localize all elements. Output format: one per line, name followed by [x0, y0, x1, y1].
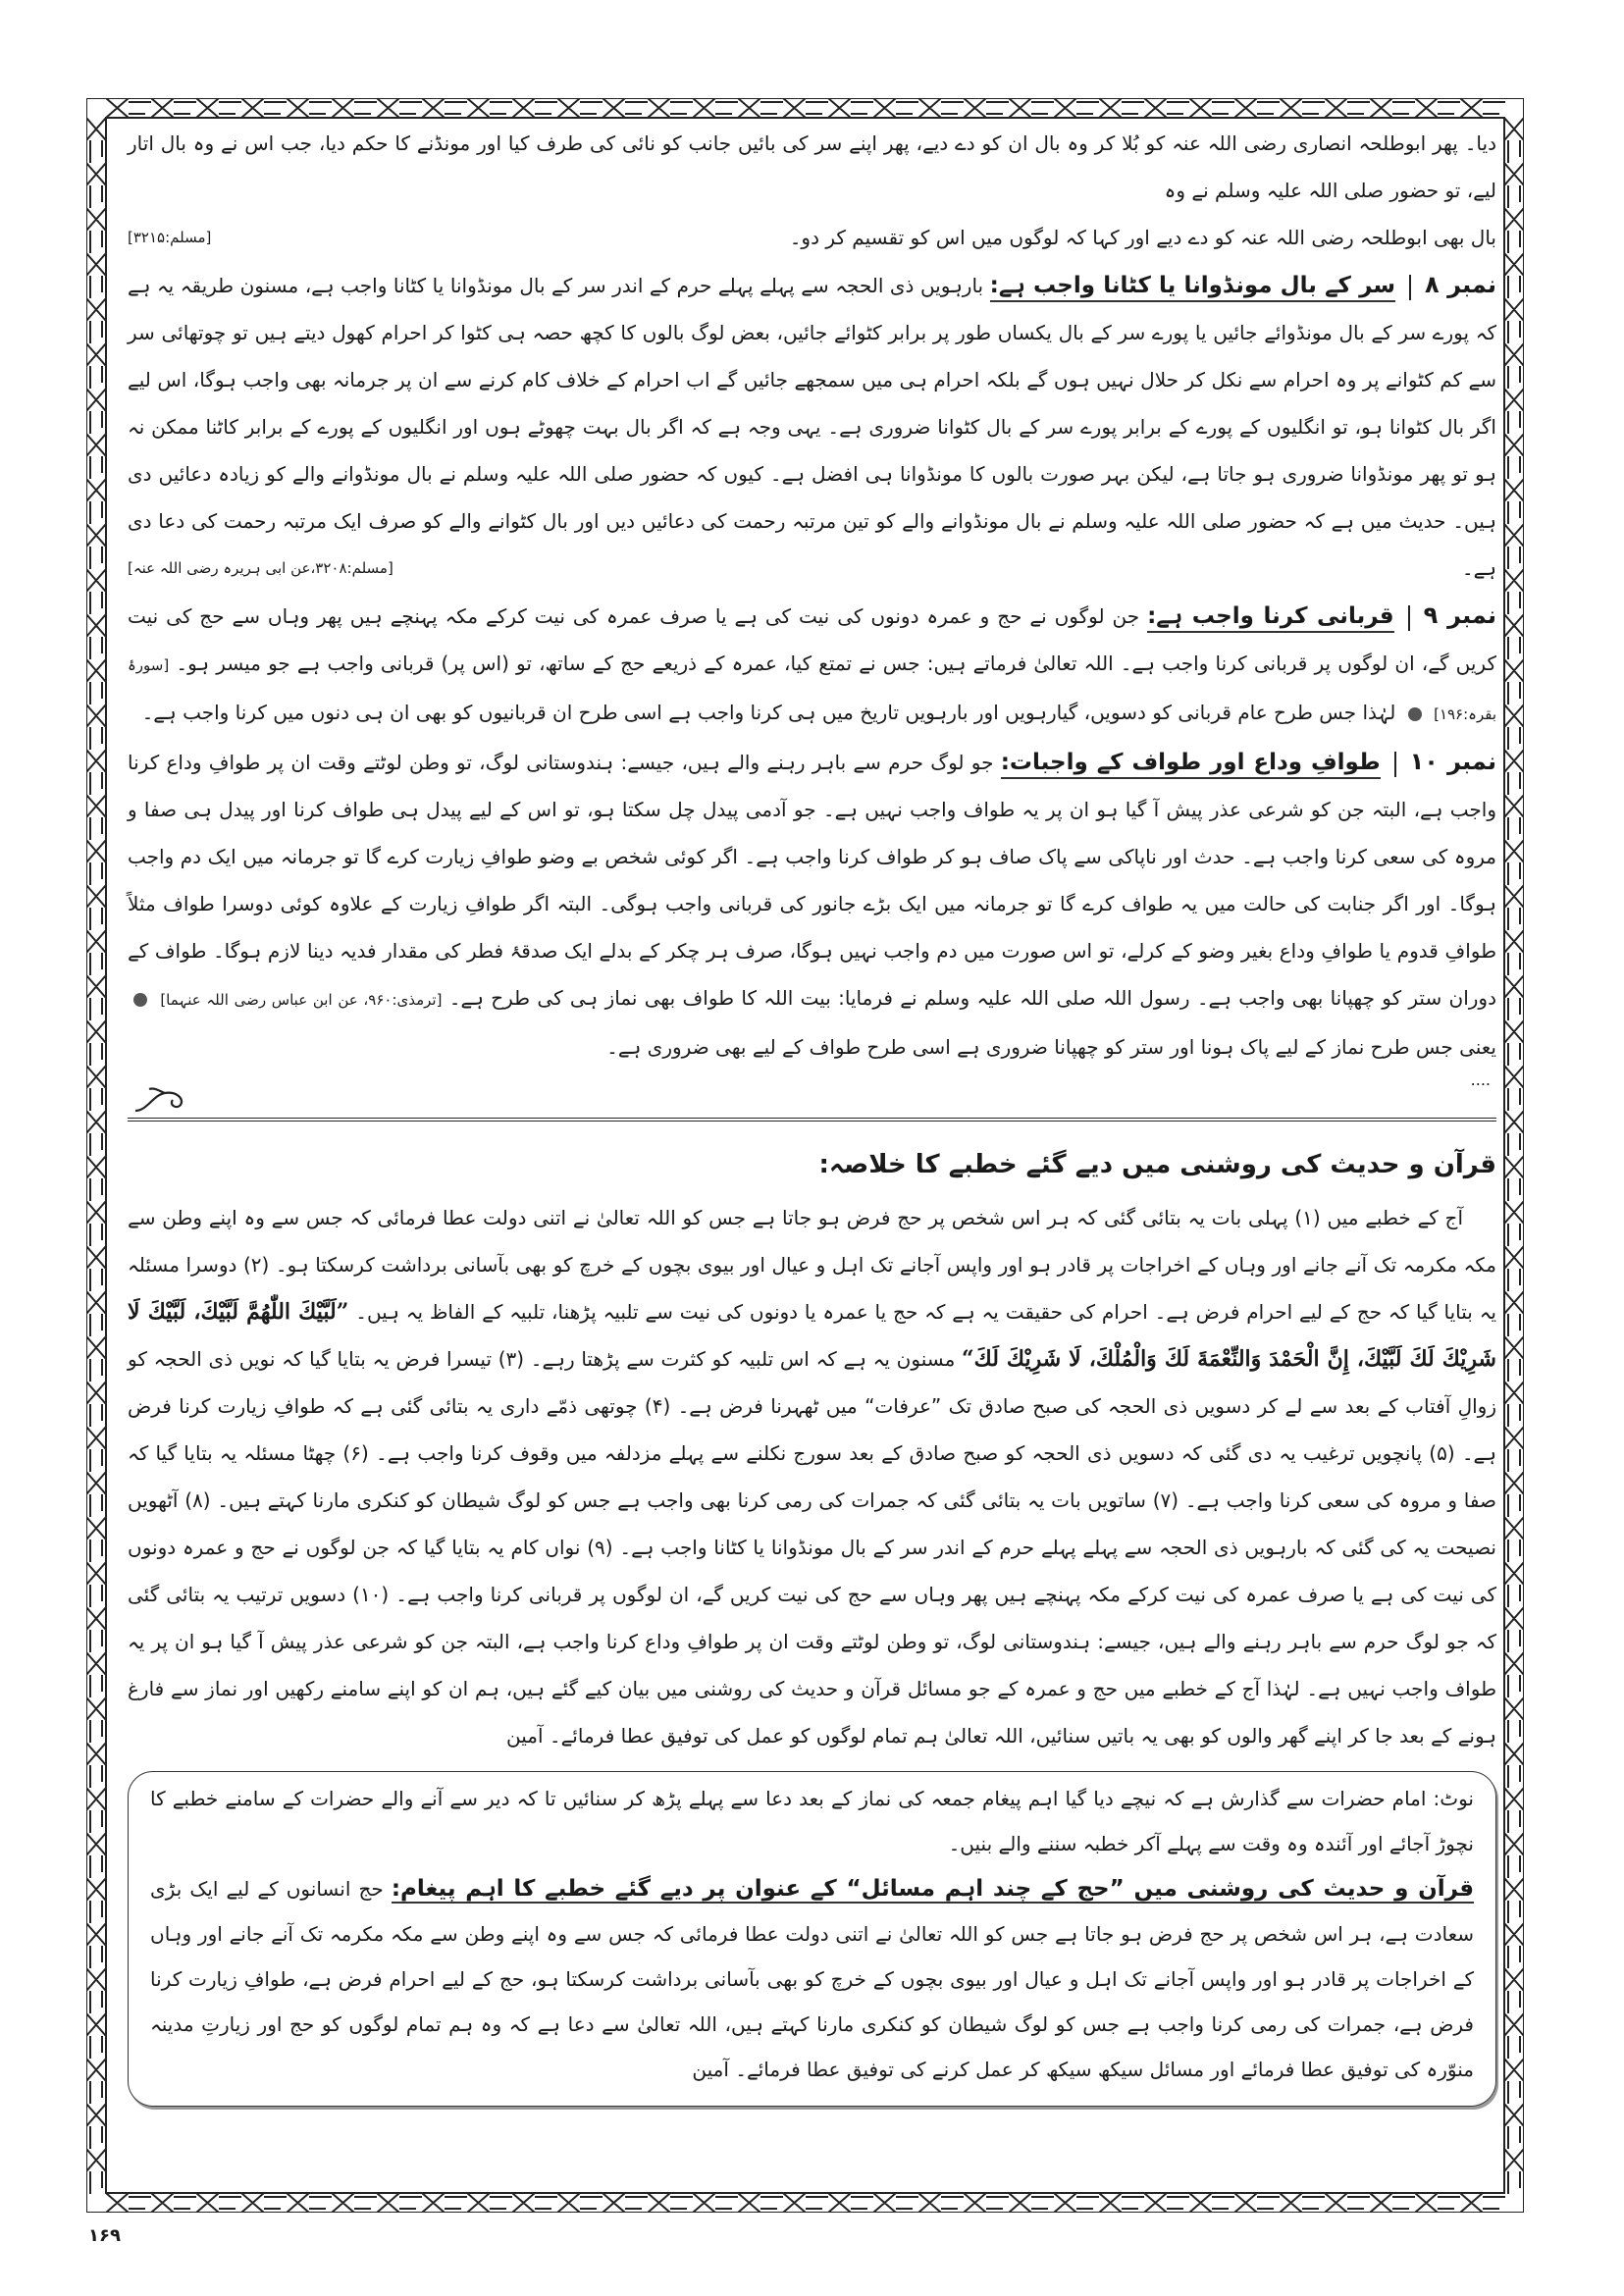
- important-message-box: [128, 1771, 1496, 2107]
- page-number: ۱۶۹: [88, 2225, 121, 2246]
- section-body: جو لوگ حرم سے باہر رہنے والے ہیں، جیسے: ہندوستانی لوگ، تو وطن لوٹتے وقت ان پر طوافِ وداع کرنا واجب ہے، البتہ جن کو شرعی عذر پیش آ گیا ہو ان پر یہ طواف واجب نہیں ہے۔ جو آدمی پیدل چل سکتا ہو، تو اس کے لیے پیدل ہی طواف کرنا اور پیدل ہی صفا و مروہ کی سعی کرنا واجب ہے۔ حدث اور ناپاکی سے پاک صاف ہو کر طواف کرنا واجب ہے۔ اگر کوئی شخص بے وضو طوافِ زیارت کرے گا تو جرمانہ میں ایک دم واجب ہوگا۔ اور اگر جنابت کی حالت میں یہ طواف کرے گا تو جرمانہ میں ایک بڑے جانور کی قربانی واجب ہوگی۔ البتہ اگر طوافِ زیارت کے علاوہ کوئی دوسرا طواف مثلاً طوافِ قدوم یا طوافِ وداع بغیر وضو کے کرلے، تو اس صورت میں دم واجب نہیں ہوگا، صرف ہر چکر کے بدلے ایک صدقۂ فطر کی مقدار فدیہ دینا لازم ہوگا۔ طواف کے دوران ستر کو چھپانا بھی واجب ہے۔ رسول اللہ صلی اللہ علیہ وسلم نے فرمایا: بیت اللہ کا طواف بھی نماز ہی کی طرح ہے۔: [128, 751, 1496, 1010]
- message-paragraph: [150, 1866, 1474, 2092]
- imam-note: نوٹ: امام حضرات سے گذارش ہے کہ نیچے دیا گیا اہم پیغام جمعہ کی نماز کے بعد دعا سے پہلے پڑھ کر سنائیں تا کہ دیر سے آنے والے حضرات کے سامنے خطبے کا نچوڑ آجائے اور آئندہ وہ وقت سے پہلے آکر خطبہ سننے والے بنیں۔: [150, 1787, 1474, 1855]
- section-8: [128, 261, 1496, 592]
- talbiyah-text: ”لَبَّيْكَ اللّٰهُمَّ لَبَّيْكَ، لَبَّيْكَ لَا شَرِيْكَ لَكَ لَبَّيْكَ، إِنَّ الْحَمْدَ وَالنِّعْمَةَ لَكَ وَالْمُلْكَ، لَا شَرِيْكَ لَكَ“: [128, 1299, 1496, 1372]
- message-heading: قرآن و حدیث کی روشنی میں ”حج کے چند اہم مسائل“ کے عنوان پر دیے گئے خطبے کا اہم پیغام:: [391, 1876, 1475, 1902]
- separator-bar: [1409, 275, 1411, 300]
- summary-paragraph: آج کے خطبے میں (۱) پہلی بات یہ بتائی گئی کہ ہر اس شخص پر حج فرض ہو جاتا ہے جس کو اللہ تعالیٰ نے اتنی دولت عطا فرمائی کہ جس سے وہ اپنے وطن سے مکہ مکرمہ تک آنے جانے اور وہاں کے اخراجات پر قادر ہو اور واپس آجانے تک اہل و عیال اور بیوی بچوں کے خرچ کو بھی بآسانی برداشت کرسکتا ہو۔ (۲) دوسرا مسئلہ یہ بتایا گیا کہ حج کے لیے احرام فرض ہے۔ احرام کی حقیقت یہ ہے کہ حج یا عمرہ یا دونوں کی نیت سے تلبیہ پڑھنا، تلبیہ کے الفاظ یہ ہیں۔ ”لَبَّيْكَ اللّٰهُمَّ لَبَّيْكَ، لَبَّيْكَ لَا شَرِيْكَ لَكَ لَبَّيْكَ، إِنَّ الْحَمْدَ وَالنِّعْمَةَ لَكَ وَالْمُلْكَ، لَا شَرِيْكَ لَكَ“ مسنون یہ ہے کہ اس تلبیہ کو کثرت سے پڑھتا رہے۔ (۳) تیسرا فرض یہ بتایا گیا کہ نویں ذی الحجہ کو زوالِ آفتاب کے بعد سے لے کر دسویں ذی الحجہ کی صبح صادق تک ”عرفات“ میں ٹھہرنا فرض ہے۔ (۴) چوتھی ذمّے داری یہ بتائی گئی ہے کہ طوافِ زیارت کرنا فرض ہے۔ (۵) پانچویں ترغیب یہ دی گئی کہ دسویں ذی الحجہ کو صبح صادق کے بعد سورج نکلنے سے پہلے مزدلفہ میں وقوف کرنا واجب ہے۔ (۶) چھٹا مسئلہ یہ بتایا گیا کہ صفا و مروہ کی سعی کرنا واجب ہے۔ (۷) ساتویں بات یہ بتائی گئی کہ جمرات کی رمی کرنا بھی واجب ہے جس کو لوگ شیطان کو کنکری مارنا کہتے ہیں۔ (۸) آٹھویں نصیحت یہ کی گئی کہ بارہویں ذی الحجہ سے پہلے پہلے حرم کے اندر سر کے بال مونڈوانا یا کٹانا واجب ہے۔ (۹) نواں کام یہ بتایا گیا کہ جن لوگوں نے حج و عمرہ دونوں کی نیت کی ہے یا صرف عمرہ کی نیت کرکے مکہ پہنچے ہیں پھر وہاں سے حج کی نیت کریں گے، ان لوگوں پر قربانی کرنا واجب ہے۔ (۱۰) دسویں ترتیب یہ بتائی گئی کہ جو لوگ حرم سے باہر رہنے والے ہیں، جیسے: ہندوستانی لوگ، تو وطن لوٹتے وقت ان پر طوافِ وداع کرنا واجب ہے، البتہ جن کو شرعی عذر پیش آ گیا ہو ان پر یہ طواف واجب نہیں ہے۔ لہٰذا آج کے خطبے میں حج و عمرہ کے جو مسائل قرآن و حدیث کی روشنی میں بیان کیے گئے ہیں، ہم ان کو اپنے سامنے رکھیں اور نماز سے فارغ ہونے کے بعد جا کر اپنے گھر والوں کو بھی یہ باتیں سنائیں، اللہ تعالیٰ ہم تمام لوگوں کو عمل کی توفیق عطا فرمائے۔ آمین: [128, 1206, 1496, 1748]
- section-divider: [128, 1090, 1496, 1127]
- intro-paragraph-end: بال بھی ابوطلحہ رضی اللہ عنہ کو دے دیے اور کہا کہ لوگوں میں اس کو تقسیم کر دو۔ [مسلم:۳۲۱۵]: [128, 214, 1496, 261]
- intro-paragraph: دیا۔ پھر ابوطلحہ انصاری رضی اللہ عنہ کو بُلا کر وہ بال ان کو دے دیے، پھر اپنے سر کی بائیں جانب کو نائی کی طرف کیا اور مونڈنے کا حکم دیا، جب اس نے وہ بال اتار لیے، تو حضور صلی اللہ علیہ وسلم نے وہ: [128, 131, 1496, 202]
- quran-reference: [سورۂ بقرہ:۱۹۶]: [128, 656, 1496, 723]
- section-9: [128, 592, 1496, 738]
- section-number: نمبر ۹: [1423, 601, 1497, 629]
- section-heading: سر کے بال مونڈوانا یا کٹانا واجب ہے:: [990, 273, 1395, 302]
- section-heading: طوافِ وداع اور طواف کے واجبات:: [1001, 750, 1381, 779]
- message-body: حج انسانوں کے لیے ایک بڑی سعادت ہے، ہر اس شخص پر حج فرض ہو جاتا ہے جس کو اللہ تعالیٰ نے اتنی دولت عطا فرمائی کہ جس سے وہ اپنے وطن سے مکہ مکرمہ تک آنے جانے اور وہاں کے اخراجات پر قادر ہو اور واپس آجانے تک اہل و عیال اور بیوی بچوں کے خرچ کو بھی بآسانی برداشت کرسکتا ہو، حج کے لیے احرام فرض ہے، طوافِ زیارت کرنا فرض ہے، جمرات کی رمی کرنا واجب ہے جس کو لوگ شیطان کو کنکری مارنا کہتے ہیں، اللہ تعالیٰ سے دعا ہے کہ وہ ہم تمام لوگوں کو حج اور زیارتِ مدینہ منوّرہ کی توفیق عطا فرمائے اور مسائل سیکھ سیکھ کر عمل کرنے کی توفیق عطا فرمائے۔ آمین: [150, 1877, 1474, 2081]
- divider-rule: [128, 1118, 1496, 1122]
- hadith-reference: [مسلم:۳۲۱۵]: [128, 229, 212, 246]
- section-number: نمبر ۱۰: [1409, 748, 1497, 775]
- bullet-icon: [1408, 707, 1422, 721]
- section-body: جن لوگوں نے حج و عمرہ دونوں کی نیت کی ہے یا صرف عمرہ کی نیت کرکے مکہ پہنچے ہیں پھر وہاں سے حج کی نیت کریں گے، ان لوگوں پر قربانی کرنا واجب ہے۔ اللہ تعالیٰ فرماتے ہیں: جس نے تمتع کیا، عمرہ کے ذریعے حج کے ساتھ، تو (اس پر) قربانی واجب ہے جو میسر ہو۔: [128, 604, 1496, 675]
- section-number: نمبر ۸: [1425, 271, 1497, 298]
- summary-title: قرآن و حدیث کی روشنی میں دیے گئے خطبے کا خلاصہ:: [818, 1150, 1496, 1179]
- sermon-summary: [128, 1141, 1496, 1759]
- continuation-dots: ....: [1470, 1070, 1491, 1089]
- section-body-continued: لہٰذا جس طرح عام قربانی کو دسویں، گیارہویں اور بارہویں تاریخ میں ہی کرنا واجب ہے اسی طرح ان قربانیوں کو بھی ان ہی دنوں میں کرنا واجب ہے۔: [141, 701, 1396, 724]
- separator-bar: [1408, 605, 1410, 631]
- page-content: [128, 120, 1496, 2107]
- flourish-ornament-icon: [133, 1085, 192, 1118]
- separator-bar: [1394, 752, 1396, 777]
- section-heading: قربانی کرنا واجب ہے:: [1147, 603, 1394, 633]
- section-body: بارہویں ذی الحجہ سے پہلے پہلے حرم کے اندر سر کے بال مونڈوانا یا کٹانا واجب ہے، مسنون طریقہ یہ ہے کہ پورے سر کے بال مونڈوائے جائیں یا پورے سر کے بال یکساں طور پر برابر کٹوائے جائیں، بعض لوگ بالوں کا کچھ حصہ ہی کٹوا کر احرام کھول دیتے ہیں تو چوتھائی سر سے کم کٹوانے پر وہ احرام سے نکل کر حلال نہیں ہوں گے بلکہ احرام ہی میں سمجھے جائیں گے اب احرام کے خلاف کام کرنے سے ان پر جرمانہ بھی واجب ہوگا، اس لیے اگر بال کٹوانا ہو، تو انگلیوں کے پورے کے برابر پورے سر کے بال کٹوانا ضروری ہے۔ یہی وجہ ہے کہ اگر بال بہت چھوٹے ہوں اور انگلیوں کے پورے کے برابر کاٹنا ممکن نہ ہو تو پھر مونڈوانا ضروری ہو جاتا ہے، لیکن بہر صورت بالوں کا مونڈوانا ہی افضل ہے۔ کیوں کہ حضور صلی اللہ علیہ وسلم نے بال مونڈوانے والے کو زیادہ دعائیں دی ہیں۔ حدیث میں ہے کہ حضور صلی اللہ علیہ وسلم نے بال مونڈوانے والے کو تین مرتبہ رحمت کی دعائیں دیں اور بال کٹوانے والے کو صرف ایک مرتبہ رحمت کی دعا دی ہے۔: [128, 274, 1496, 580]
- section-body-continued: یعنی جس طرح نماز کے لیے پاک ہونا اور ستر کو چھپانا ضروری ہے اسی طرح طواف کے لیے بھی ضروری ہے۔: [606, 1035, 1496, 1059]
- bullet-icon: [133, 993, 147, 1007]
- section-10: [128, 738, 1496, 1070]
- hadith-reference: [مسلم:۳۲۰۸،عن ابی ہریرہ رضی اللہ عنہ]: [128, 559, 393, 577]
- hadith-reference: [ترمذی:۹۶۰، عن ابن عباس رضی اللہ عنہما]: [160, 991, 443, 1009]
